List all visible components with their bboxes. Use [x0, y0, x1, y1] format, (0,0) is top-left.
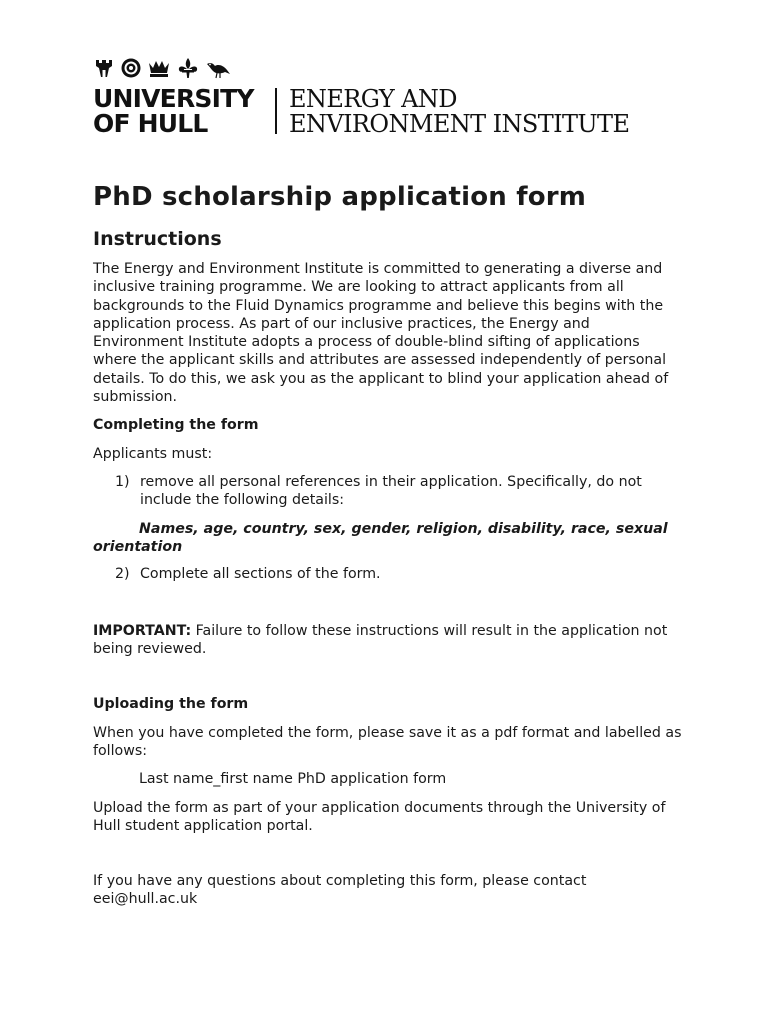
crown-icon	[147, 57, 171, 79]
fleur-de-lis-icon	[176, 57, 200, 79]
list-number: 2)	[115, 566, 130, 582]
instructions-heading: Instructions	[93, 228, 222, 250]
uploading-heading: Uploading the form	[93, 696, 249, 712]
important-text: Failure to follow these instructions will result in the application not being reviewed.	[93, 623, 668, 658]
crest-row	[93, 56, 231, 80]
applicants-must-text: Applicants must:	[93, 446, 213, 462]
university-name	[93, 86, 254, 136]
rose-icon	[120, 57, 142, 79]
department-name-line-2: ENVIRONMENT INSTITUTE	[289, 110, 630, 138]
logo-divider	[275, 88, 277, 134]
university-logo	[93, 56, 693, 140]
excluded-details: Names, age, country, sex, gender, religion, disability, race, sexual orientation	[93, 521, 668, 556]
important-notice	[93, 622, 683, 659]
list-item	[115, 473, 685, 510]
list-number: 1)	[115, 474, 130, 490]
department-name-line-1: ENERGY AND	[289, 85, 457, 113]
completing-heading: Completing the form	[93, 417, 259, 433]
contact-paragraph: If you have any questions about completing this form, please contact eei@hull.ac.uk	[93, 873, 587, 908]
list-text: remove all personal references in their application. Specifically, do not include the following details:	[140, 474, 642, 509]
filename-format: Last name_first name PhD application form	[139, 771, 447, 787]
bird-icon	[205, 57, 231, 79]
university-name-line-1: UNIVERSITY	[93, 84, 254, 113]
intro-paragraph: The Energy and Environment Institute is committed to generating a diverse and inclusive training programme. We are looking to attract applicants from all backgrounds to the Fluid Dynamics programme and believe this begins with the application process. As part of our inclusive practices, the Energy and Environment Institute adopts a process of double-blind sifting of applications where the applicant skills and attributes are assessed independently of personal details. To do this, we ask you as the applicant to blind your application ahead of submission.	[93, 261, 669, 406]
university-name-line-2: OF HULL	[93, 109, 208, 138]
department-name	[289, 87, 629, 137]
upload-paragraph: Upload the form as part of your application documents through the University of Hull student application portal.	[93, 800, 666, 835]
list-text: Complete all sections of the form.	[140, 566, 381, 582]
tower-icon	[93, 57, 115, 79]
page-title: PhD scholarship application form	[93, 182, 587, 212]
uploading-paragraph: When you have completed the form, please save it as a pdf format and labelled as follows:	[93, 725, 682, 760]
list-item	[115, 565, 685, 583]
important-label: IMPORTANT:	[93, 623, 192, 639]
